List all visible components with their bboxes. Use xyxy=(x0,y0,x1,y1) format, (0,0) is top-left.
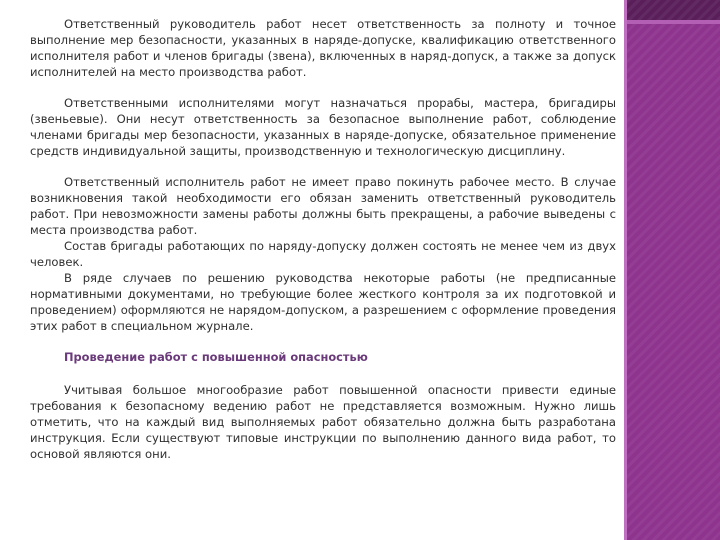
paragraph-instructions: Учитывая большое многообразие работ повышенной опасности привести единые требования к безопасному ведению работ не представляется возможным. Нужно лишь отметить, что на каждый вид выполняемых работ обязательно должна быть разработана инструкция. Если существуют типовые инструкции по выполнению данного вида работ, то основой являются они. xyxy=(30,383,616,461)
paragraph-executor-workplace: Ответственный исполнитель работ не имеет право покинуть рабочее место. В случае возникновения такой необходимости его обязан заменить ответственный руководитель работ. При невозможности замены работы должны быть прекращены, а рабочие выведены с места производства работ. xyxy=(30,175,616,237)
section-heading: Проведение работ с повышенной опасностью xyxy=(64,350,368,364)
paragraph-team-composition: Состав бригады работающих по наряду-допуску должен состоять не менее чем из двух человек. xyxy=(30,239,616,269)
paragraph-special-journal: В ряде случаев по решению руководства некоторые работы (не предписанные нормативными документами, но требующие более жесткого контроля за их подготовкой и проведением) оформляются не нарядом-допуском, а разрешением с оформление проведения этих работ в специальном журнале. xyxy=(30,271,616,333)
paragraph-responsible-executors: Ответственными исполнителями могут назначаться прорабы, мастера, бригадиры (звеньевые). Они несут ответственность за безопасное выполнение работ, соблюдение членами бригады мер безопасности, указанных в наряде-допуске, обязательное применение средств индивидуальной защиты, производственную и технологическую дисциплину. xyxy=(30,96,616,158)
decorative-sidebar xyxy=(624,0,720,540)
document-body xyxy=(30,16,616,477)
sidebar-pattern xyxy=(627,0,720,540)
sidebar-accent-line xyxy=(627,20,720,24)
paragraph-responsible-manager: Ответственный руководитель работ несет ответственность за полноту и точное выполнение мер безопасности, указанных в наряде-допуске, квалификацию ответственного исполнителя работ и членов бригады (звена), включенных в наряд-допуск, а также за допуск исполнителей на место производства работ. xyxy=(30,17,616,79)
